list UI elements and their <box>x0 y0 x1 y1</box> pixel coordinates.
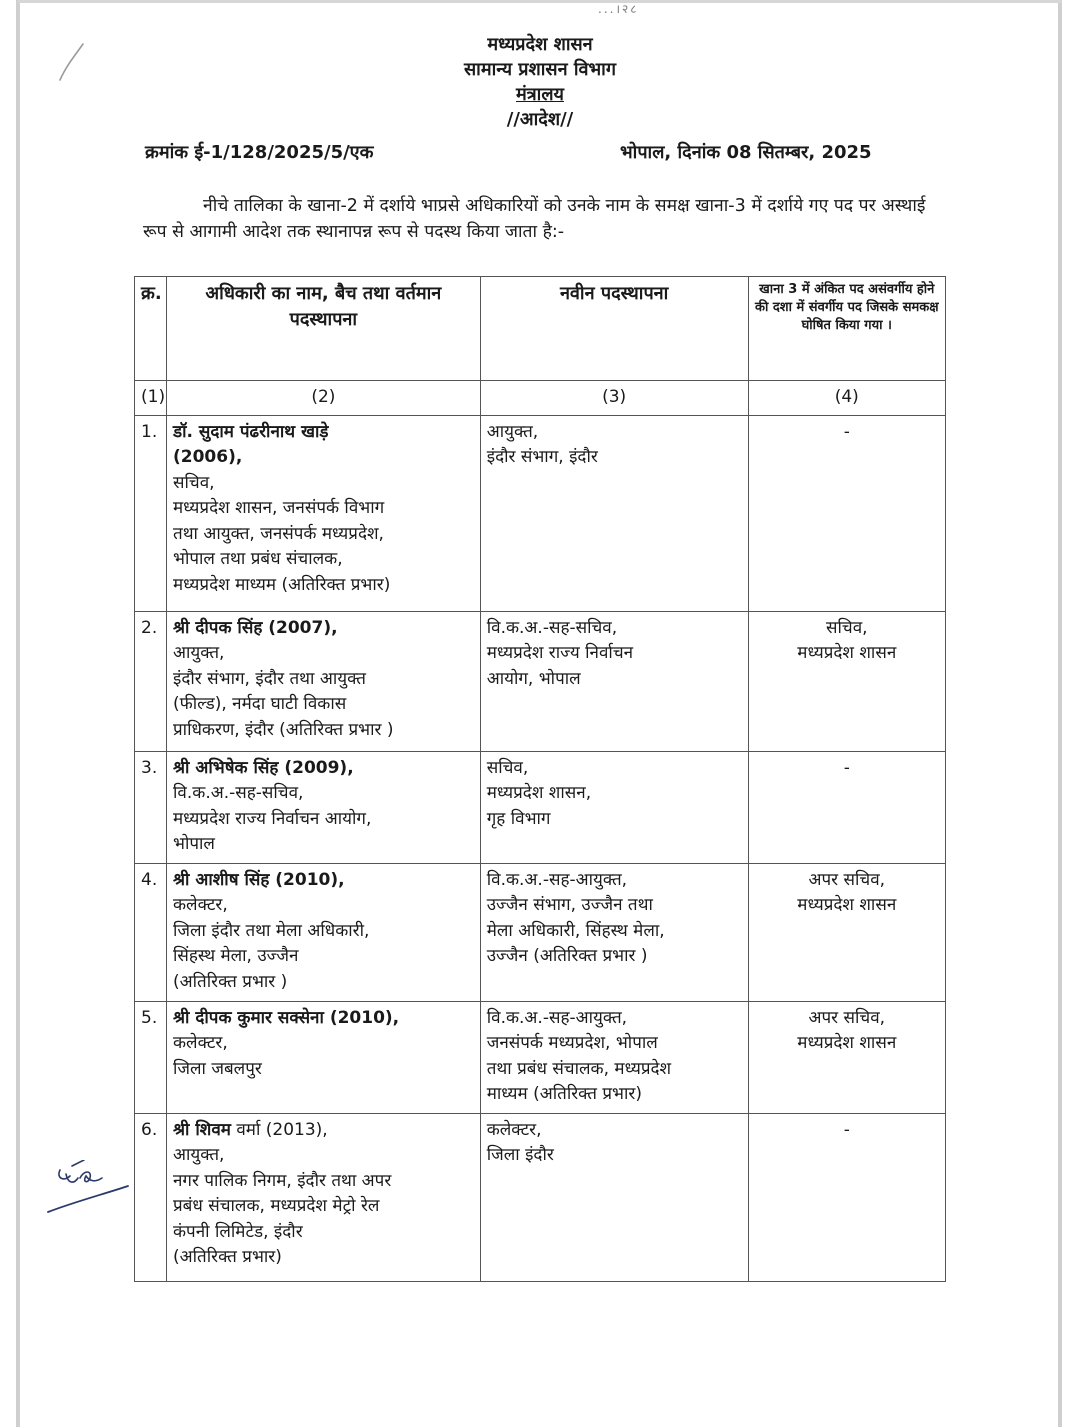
current-posting-line: प्राधिकरण, इंदौर (अतिरिक्त प्रभार ) <box>173 719 394 740</box>
officer-details <box>167 415 481 611</box>
new-posting-line: वि.क.अ.-सह-सचिव, <box>486 617 618 638</box>
new-posting <box>480 751 748 863</box>
header-officer: अधिकारी का नाम, बैच तथा वर्तमान पदस्थापना <box>167 277 481 381</box>
serial-number: 5. <box>135 1001 167 1113</box>
officer-name-suffix: वर्मा (2013), <box>230 1119 328 1140</box>
current-posting-line: सचिव, <box>173 472 215 493</box>
new-posting-line: उज्जैन (अतिरिक्त प्रभार ) <box>486 946 648 966</box>
new-posting-line: इंदौर संभाग, इंदौर <box>486 447 598 467</box>
equivalent-post-line: मध्यप्रदेश शासन <box>797 643 897 663</box>
page-edge-top <box>18 0 1062 3</box>
current-posting-line: इंदौर संभाग, इंदौर तथा आयुक्त <box>173 668 366 689</box>
serial-number: 6. <box>135 1113 167 1281</box>
page-edge-left <box>16 0 20 1427</box>
current-posting-line: प्रबंध संचालक, मध्यप्रदेश मेट्रो रेल <box>173 1196 380 1216</box>
officer-batch: (2006), <box>173 447 243 467</box>
officer-name: डॉ. सुदाम पंढरीनाथ खाड़े <box>173 421 329 442</box>
officer-name: श्री दीपक सिंह (2007), <box>173 617 338 638</box>
new-posting-line: मध्यप्रदेश राज्य निर्वाचन <box>486 643 634 663</box>
new-posting-line: मेला अधिकारी, सिंहस्थ मेला, <box>486 920 665 941</box>
current-posting-line: मध्यप्रदेश शासन, जनसंपर्क विभाग <box>173 498 385 518</box>
column-number: (3) <box>480 381 748 416</box>
current-posting-line: मध्यप्रदेश माध्यम (अतिरिक्त प्रभार) <box>173 574 391 595</box>
officer-details <box>167 1113 481 1281</box>
new-posting-line: आयुक्त, <box>486 421 539 442</box>
order-number: क्रमांक ई-1/128/2025/5/एक <box>145 142 374 163</box>
column-number: (4) <box>748 381 945 416</box>
ministry-name: मंत्रालय <box>515 84 564 105</box>
current-posting-line: कलेक्टर, <box>173 895 228 915</box>
equivalent-post-line: अपर सचिव, <box>808 1007 886 1028</box>
officer-details <box>167 1001 481 1113</box>
equivalent-post <box>748 751 945 863</box>
equivalent-post-line: - <box>843 1119 850 1140</box>
table-row <box>135 863 946 1001</box>
order-place-date: भोपाल, दिनांक 08 सितम्बर, 2025 <box>620 142 872 163</box>
table-row <box>135 1113 946 1281</box>
table-row <box>135 415 946 611</box>
department-name: सामान्य प्रशासन विभाग <box>464 59 616 80</box>
postings-table <box>134 276 946 1282</box>
current-posting-line: जिला जबलपुर <box>173 1058 262 1079</box>
current-posting-line: नगर पालिक निगम, इंदौर तथा अपर <box>173 1170 392 1191</box>
column-number-row <box>135 381 946 416</box>
new-posting-line: कलेक्टर, <box>486 1119 542 1140</box>
new-posting-line: सचिव, <box>486 757 529 778</box>
serial-number: 4. <box>135 863 167 1001</box>
equivalent-post <box>748 863 945 1001</box>
equivalent-post-line: - <box>843 421 850 442</box>
equivalent-post <box>748 611 945 751</box>
current-posting-line: कंपनी लिमिटेड, इंदौर <box>173 1221 303 1242</box>
top-handwritten-note: ...।२८ <box>598 2 639 16</box>
new-posting-line: वि.क.अ.-सह-आयुक्त, <box>486 869 628 890</box>
govt-name: मध्यप्रदेश शासन <box>487 34 593 55</box>
new-posting <box>480 1113 748 1281</box>
officer-name: श्री अभिषेक सिंह (2009), <box>173 757 354 778</box>
new-posting-line: गृह विभाग <box>486 808 551 829</box>
officer-details <box>167 611 481 751</box>
table-row <box>135 611 946 751</box>
equivalent-post-line: - <box>843 757 850 778</box>
new-posting <box>480 415 748 611</box>
officer-details <box>167 863 481 1001</box>
current-posting-line: तथा आयुक्त, जनसंपर्क मध्यप्रदेश, <box>173 523 384 544</box>
table-row <box>135 751 946 863</box>
new-posting-line: माध्यम (अतिरिक्त प्रभार) <box>486 1084 642 1104</box>
new-posting-line: जनसंपर्क मध्यप्रदेश, भोपाल <box>486 1033 658 1053</box>
header-equivalent-post: खाना 3 में अंकित पद असंवर्गीय होने की दशा में संवर्गीय पद जिसके समकक्ष घोषित किया गया । <box>748 277 945 381</box>
new-posting <box>480 863 748 1001</box>
equivalent-post <box>748 415 945 611</box>
current-posting-line: कलेक्टर, <box>173 1033 228 1053</box>
new-posting-line: आयोग, भोपाल <box>486 668 581 689</box>
table-header-row <box>135 277 946 381</box>
officer-details <box>167 751 481 863</box>
new-posting-line: जिला इंदौर <box>486 1145 554 1165</box>
current-posting-line: वि.क.अ.-सह-सचिव, <box>173 783 304 803</box>
serial-number: 2. <box>135 611 167 751</box>
document-header <box>0 32 1080 132</box>
equivalent-post <box>748 1113 945 1281</box>
current-posting-line: (अतिरिक्त प्रभार ) <box>173 971 288 992</box>
equivalent-post-line: मध्यप्रदेश शासन <box>797 895 897 915</box>
column-number: (1) <box>135 381 167 416</box>
officer-name: श्री आशीष सिंह (2010), <box>173 869 345 890</box>
header-serial: क्र. <box>135 277 167 381</box>
equivalent-post-line: अपर सचिव, <box>808 869 886 890</box>
order-intro-paragraph: नीचे तालिका के खाना-2 में दर्शाये भाप्रसे अधिकारियों को उनके नाम के समक्ष खाना-3 में दर्शाये गए पद पर अस्थाई रूप से आगामी आदेश तक स्थानापन्न रूप से पदस्थ किया जाता है:- <box>143 196 926 242</box>
current-posting-line: (फील्ड), नर्मदा घाटी विकास <box>173 694 347 714</box>
current-posting-line: आयुक्त, <box>173 1145 225 1165</box>
officer-name: श्री दीपक कुमार सक्सेना (2010), <box>173 1007 400 1028</box>
new-posting <box>480 1001 748 1113</box>
current-posting-line: आयुक्त, <box>173 643 225 663</box>
new-posting <box>480 611 748 751</box>
new-posting-line: वि.क.अ.-सह-आयुक्त, <box>486 1007 628 1028</box>
serial-number: 1. <box>135 415 167 611</box>
officer-name-line <box>173 1118 474 1144</box>
equivalent-post-line: सचिव, <box>826 617 868 638</box>
current-posting-line: सिंहस्थ मेला, उज्जैन <box>173 946 299 966</box>
scan-margin-right <box>1062 0 1080 1427</box>
current-posting-line: जिला इंदौर तथा मेला अधिकारी, <box>173 920 370 941</box>
serial-number: 3. <box>135 751 167 863</box>
new-posting-line: तथा प्रबंध संचालक, मध्यप्रदेश <box>486 1058 672 1079</box>
handwritten-initials-signature <box>44 1160 134 1220</box>
current-posting-line: भोपाल तथा प्रबंध संचालक, <box>173 549 343 569</box>
current-posting-line: भोपाल <box>173 834 215 854</box>
equivalent-post-line: मध्यप्रदेश शासन <box>797 1033 897 1053</box>
order-heading: //आदेश// <box>506 109 574 130</box>
current-posting-line: (अतिरिक्त प्रभार) <box>173 1247 282 1267</box>
header-new-posting: नवीन पदस्थापना <box>480 277 748 381</box>
equivalent-post <box>748 1001 945 1113</box>
table-row <box>135 1001 946 1113</box>
officer-name: श्री शिवम <box>173 1119 231 1140</box>
current-posting-line: मध्यप्रदेश राज्य निर्वाचन आयोग, <box>173 808 372 829</box>
new-posting-line: मध्यप्रदेश शासन, <box>486 783 592 803</box>
new-posting-line: उज्जैन संभाग, उज्जैन तथा <box>486 895 653 915</box>
column-number: (2) <box>167 381 481 416</box>
